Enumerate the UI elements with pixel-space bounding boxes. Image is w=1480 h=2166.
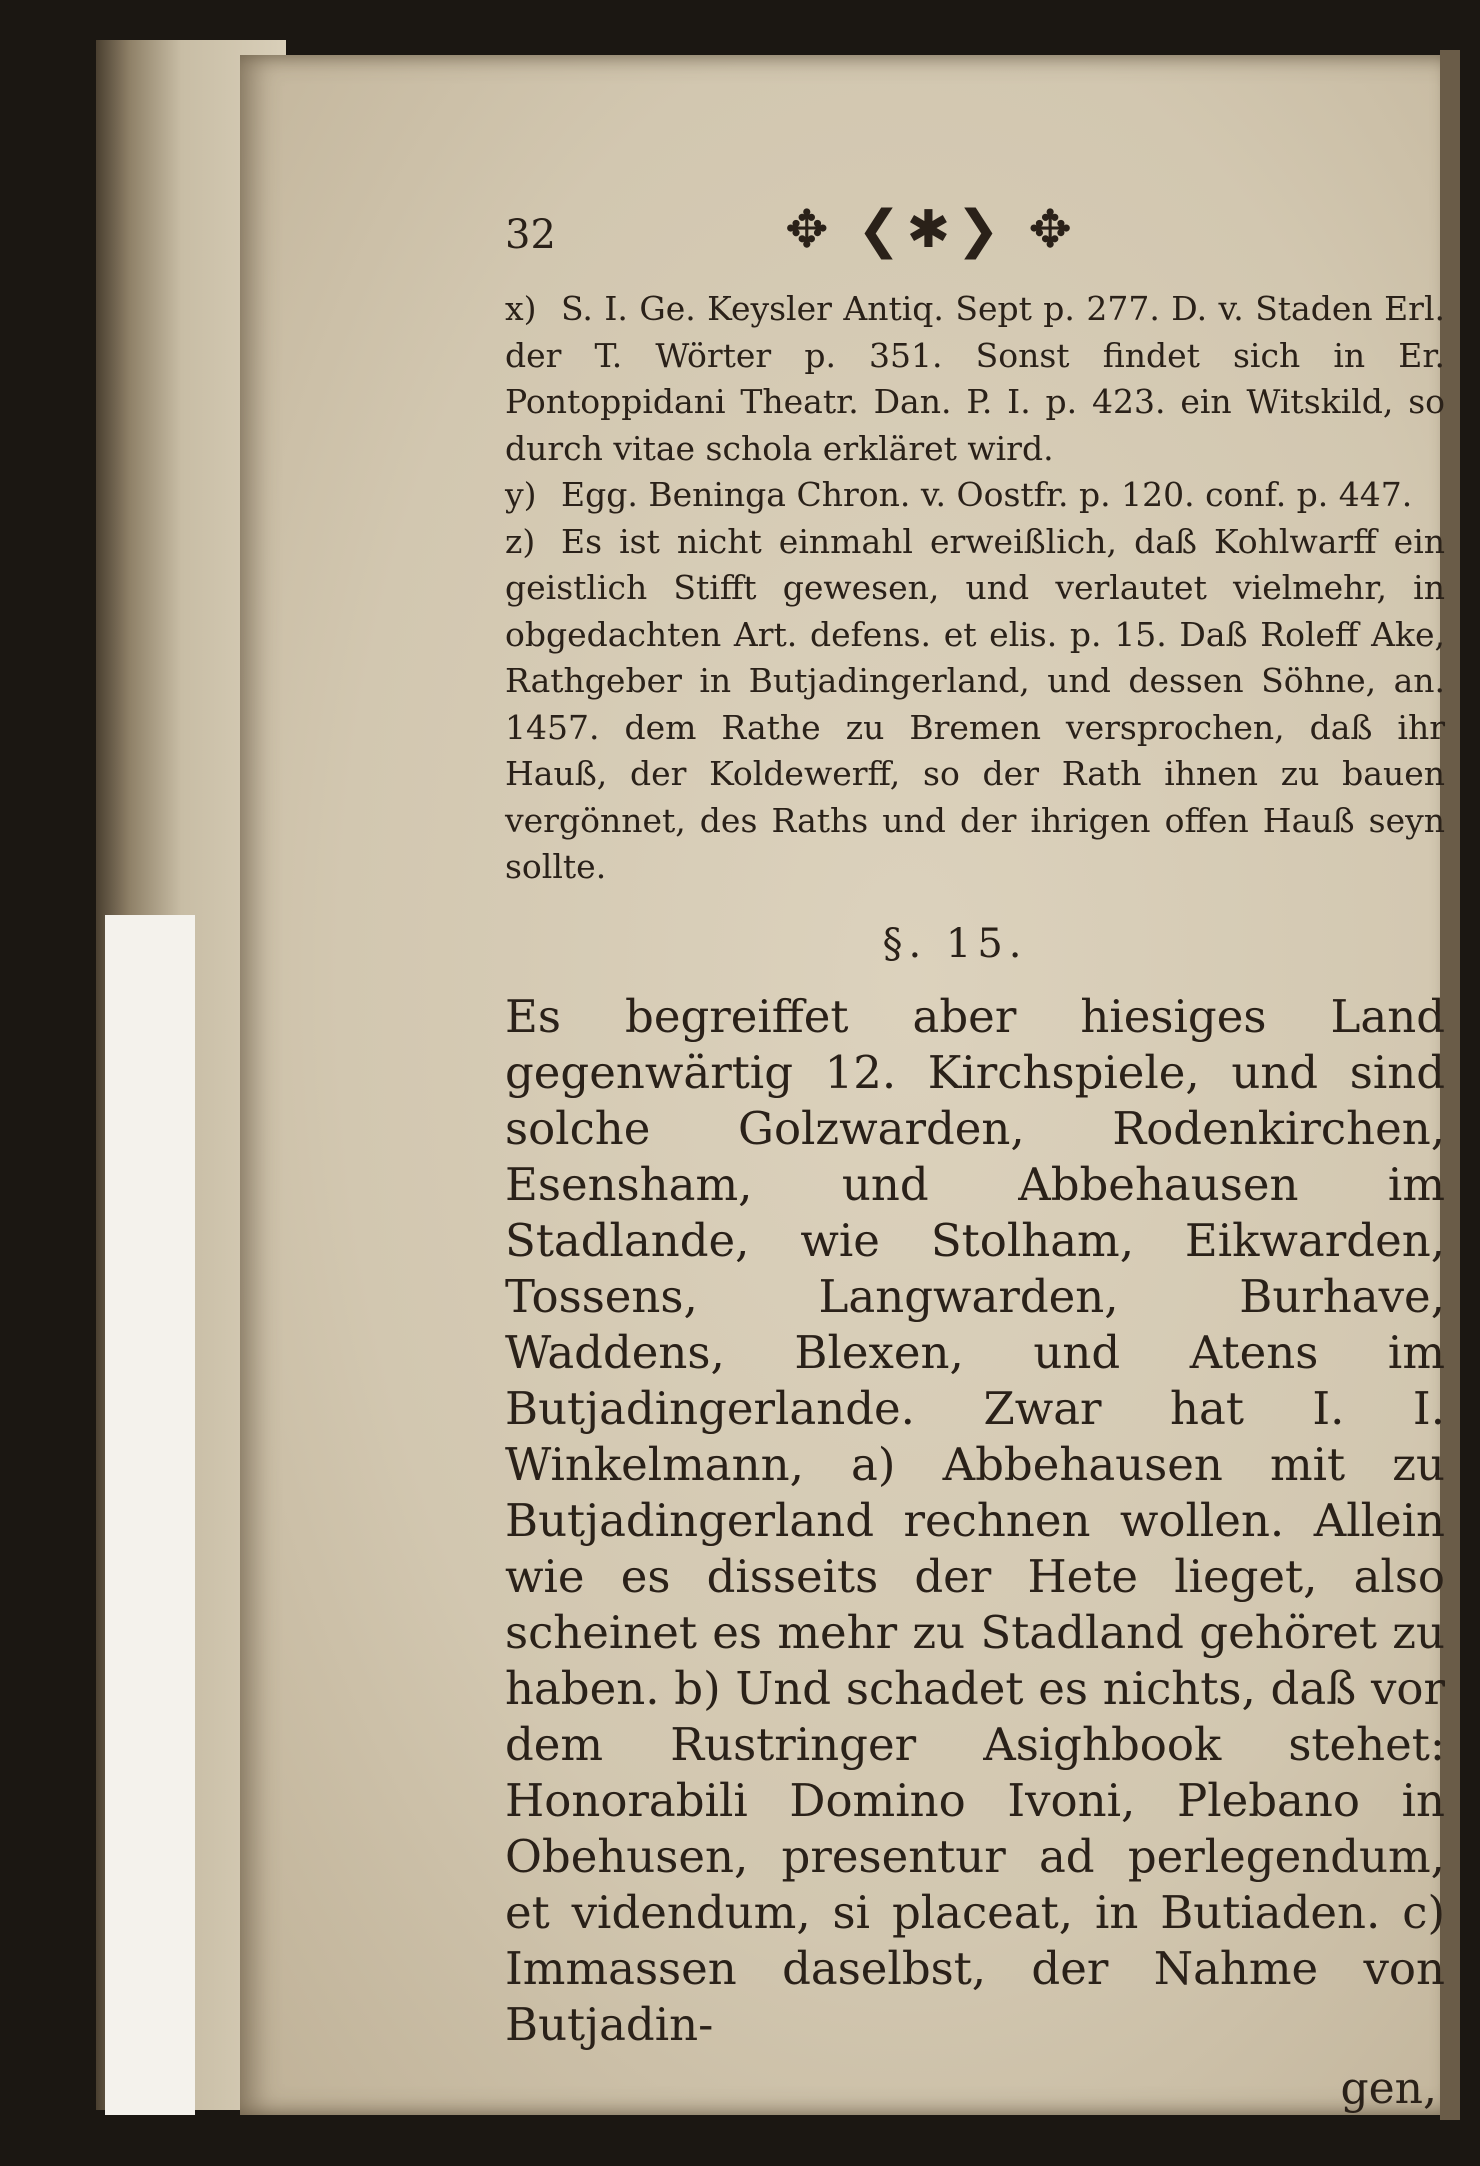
text-block bbox=[505, 200, 1445, 2114]
footnote-marker: z) bbox=[505, 521, 536, 561]
footnotes bbox=[505, 286, 1445, 891]
footnote-text: S. I. Ge. Keysler Antiq. Sept p. 277. D. v. Staden Erl. der T. Wörter p. 351. Sonst findet sich in Er. Pontoppidani Theatr. Dan. P. I. p. 423. ein Witskild, so durch vitae schola erkläret wird. bbox=[505, 289, 1445, 468]
paper-tab bbox=[105, 915, 195, 2115]
page-number: 32 bbox=[505, 212, 556, 258]
footnote-x bbox=[505, 286, 1445, 472]
body-paragraph: Es begreiffet aber hiesiges Land gegenwärtig 12. Kirchspiele, und sind solche Golzwarden, Rodenkirchen, Esensham, und Abbehausen im Stadlande, wie Stolham, Eikwarden, Tossens, Langwarden, Burhave, Waddens, Blexen, und Atens im Butjadingerlande. Zwar hat I. I. Winkelmann, a) Abbehausen mit zu Butjadingerland rechnen wollen. Allein wie es disseits der Hete lieget, also scheinet es mehr zu Stadland gehöret zu haben. b) Und schadet es nichts, daß vor dem Rustringer Asighbook stehet: Honorabili Domino Ivoni, Plebano in Obehusen, presentur ad perlegendum, et videndum, si placeat, in Butiaden. c) Immassen daselbst, der Nahme von Butjadin- bbox=[505, 989, 1445, 2051]
section-heading: §. 15. bbox=[882, 920, 1028, 967]
footnote-marker: x) bbox=[505, 289, 537, 328]
footnote-text: Egg. Beninga Chron. v. Oostfr. p. 120. conf. p. 447. bbox=[561, 475, 1413, 514]
footnote-marker: y) bbox=[505, 475, 537, 514]
catchword: gen, bbox=[1340, 2062, 1437, 2114]
page-header bbox=[505, 200, 1445, 280]
footnote-y bbox=[505, 472, 1445, 519]
footnote-text: Es ist nicht einmahl erweißlich, daß Kohlwarff ein geistlich Stifft gewesen, und verlautet vielmehr, in obgedachten Art. defens. et elis. p. 15. Daß Roleff Ake, Rathgeber in Butjadingerland, und dessen Söhne, an. 1457. dem Rathe zu Bremen versprochen, daß ihr Hauß, der Koldewerff, so der Rath ihnen zu bauen vergönnet, des Raths und der ihrigen offen Hauß seyn sollte. bbox=[505, 521, 1445, 886]
footnote-z bbox=[505, 519, 1445, 891]
header-ornament: ✥ ❮✱❯ ✥ bbox=[785, 200, 1078, 260]
